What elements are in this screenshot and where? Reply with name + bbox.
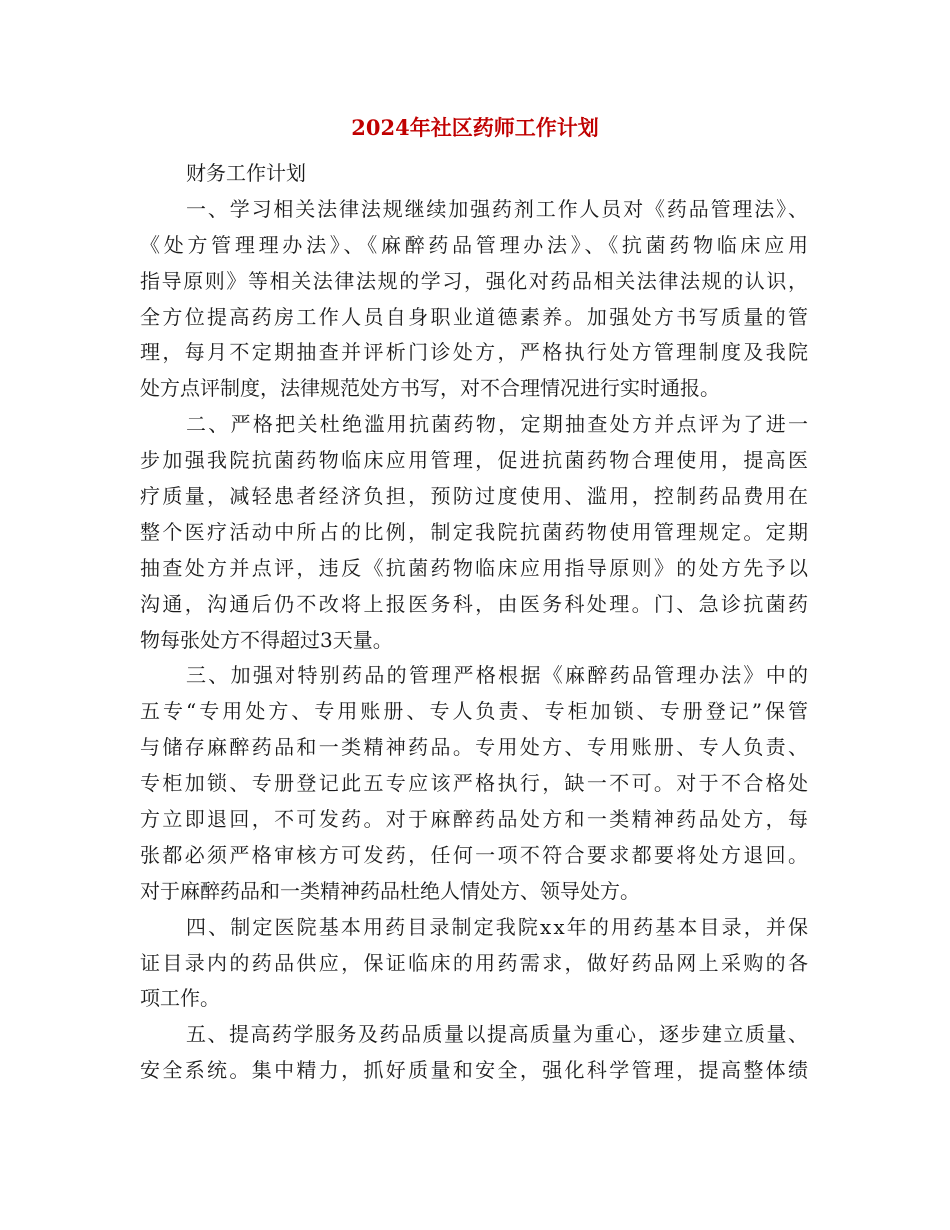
paragraph-line: 张都必须严格审核方可发药，任何一项不符合要求都要将处方退回。 [140,842,811,867]
paragraph-line: 项工作。 [140,986,220,1011]
paragraph-line: 对于麻醉药品和一类精神药品杜绝人情处方、领导处方。 [140,878,640,903]
document-title: 2024年社区药师工作计划 [351,115,599,140]
paragraph-line: 三、加强对特别药品的管理严格根据《麻醉药品管理办法》中的 [186,663,811,688]
paragraph-line: 二、严格把关杜绝滥用抗菌药物，定期抽查处方并点评为了进一 [186,412,811,437]
document-body [140,156,812,1089]
paragraph-line: 专柜加锁、专册登记此五专应该严格执行，缺一不可。对于不合格处 [140,771,811,796]
paragraph-line: 五、提高药学服务及药品质量以提高质量为重心，逐步建立质量、 [186,1022,810,1047]
paragraph-line: 抽查处方并点评，违反《抗菌药物临床应用指导原则》的处方先予以 [140,555,811,580]
paragraph-line: 步加强我院抗菌药物临床应用管理，促进抗菌药物合理使用，提高医 [140,448,811,473]
paragraph-line: 五专“专用处方、专用账册、专人负责、专柜加锁、专册登记”保管 [140,699,812,724]
paragraph-line: 理，每月不定期抽查并评析门诊处方，严格执行处方管理制度及我院 [140,340,811,365]
section-heading: 财务工作计划 [186,161,306,185]
paragraph-line: 方立即退回，不可发药。对于麻醉药品处方和一类精神药品处方，每 [140,807,811,832]
paragraph-line: 全方位提高药房工作人员自身职业道德素养。加强处方书写质量的管 [140,304,811,329]
paragraph-line: 指导原则》等相关法律法规的学习，强化对药品相关法律法规的认识， [140,268,810,293]
paragraph-line: 《处方管理理办法》、《麻醉药品管理办法》、《抗菌药物临床应用 [140,232,812,257]
paragraph-line: 一、学习相关法律法规继续加强药剂工作人员对《药品管理法》、 [186,196,810,221]
paragraph-line: 证目录内的药品供应，保证临床的用药需求，做好药品网上采购的各 [140,950,811,975]
paragraph-line: 与储存麻醉药品和一类精神药品。专用处方、专用账册、专人负责、 [140,735,811,760]
paragraph-line: 四、制定医院基本用药目录制定我院xx年的用药基本目录，并保 [186,914,811,939]
paragraph-line: 整个医疗活动中所占的比例，制定我院抗菌药物使用管理规定。定期 [140,519,811,544]
paragraph-line: 物每张处方不得超过3天量。 [140,627,393,652]
paragraph-line: 安全系统。集中精力，抓好质量和安全，强化科学管理，提高整体绩 [140,1058,811,1083]
paragraph-line: 沟通，沟通后仍不改将上报医务科，由医务科处理。门、急诊抗菌药 [140,591,811,616]
paragraph-line: 处方点评制度，法律规范处方书写，对不合理情况进行实时通报。 [140,376,720,401]
paragraph-line: 疗质量，减轻患者经济负担，预防过度使用、滥用，控制药品费用在 [140,484,811,509]
